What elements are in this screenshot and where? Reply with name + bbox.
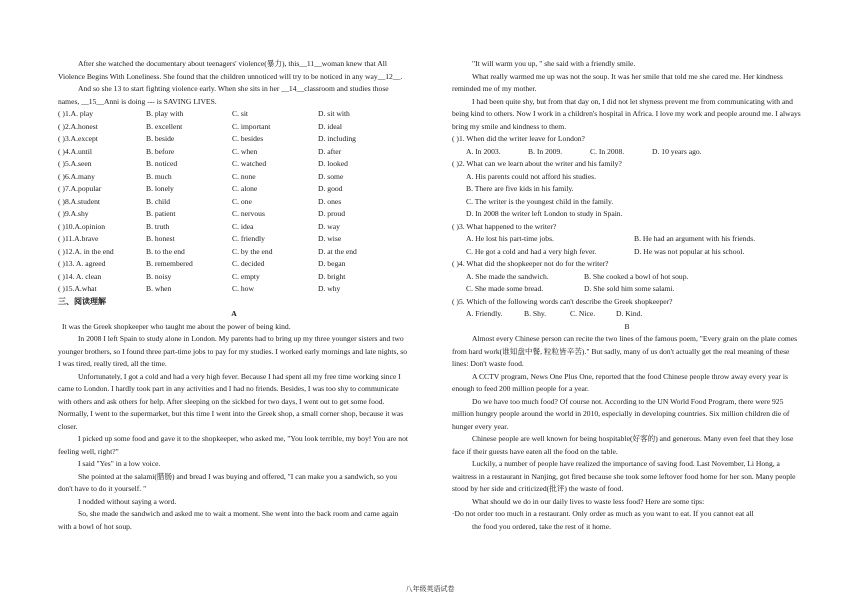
- option: C. Nice.: [570, 309, 596, 318]
- option-cell: C. decided: [232, 259, 265, 268]
- option-cell: ( )9.A.shy: [58, 209, 89, 218]
- section-title: 三、阅读理解: [58, 296, 106, 306]
- option-cell: D. ones: [318, 196, 342, 206]
- option-cell: D. wise: [318, 234, 342, 243]
- question-3-options: [452, 246, 802, 259]
- option-cell: D. looked: [318, 159, 348, 168]
- option-cell: ( )1.A. play: [58, 109, 94, 118]
- option-cell: ( )3.A.except: [58, 134, 98, 143]
- option-cell: B. noisy: [146, 271, 172, 281]
- option: D. She sold him some salami.: [584, 284, 675, 293]
- passage-paragraph: Chinese people are well known for being hospitable(好客的) and generous. Many even feel that they lose face if their guests have eaten all the food on the table.: [452, 434, 794, 456]
- passage-paragraph: I picked up some food and gave it to the shopkeeper, who asked me, "You look terrible, my boy! You are not feeling well, right?": [58, 434, 408, 456]
- option: B. In 2009.: [528, 146, 563, 156]
- cloze-paragraph: And so she 13 to start fighting violence early. When she sits in her __14__classroom and studies those names, __15__Anni is doing --- is SAVING LIVES.: [58, 84, 389, 106]
- option: B. He had an argument with his friends.: [634, 234, 756, 243]
- right-column: [452, 58, 802, 533]
- option: A. Friendly.: [466, 309, 503, 318]
- question-5-options: [452, 308, 802, 321]
- option-row: [58, 171, 410, 184]
- passage-label: B: [624, 321, 630, 331]
- option-cell: D. after: [318, 146, 342, 156]
- option-row: [58, 196, 410, 209]
- option-cell: D. including: [318, 134, 356, 143]
- option-cell: C. besides: [232, 134, 264, 143]
- option-cell: ( )15.A.what: [58, 284, 97, 293]
- question-5: ( )5. Which of the following words can't describe the Greek shopkeeper?: [452, 296, 673, 306]
- option: B. She cooked a bowl of hot soup.: [584, 271, 689, 281]
- passage-paragraph: So, she made the sandwich and asked me to wait a moment. She went into the back room and came again with a bowl of hot soup.: [58, 509, 399, 531]
- passage-paragraph: What really warmed me up was not the soup. It was her smile that told me she cared me. Her kindness reminded me of my mother.: [452, 71, 783, 93]
- option-cell: D. at the end: [318, 246, 357, 256]
- option-cell: C. one: [232, 196, 252, 206]
- option-row: [58, 133, 410, 146]
- passage-paragraph: A CCTV program, News One Plus One, reported that the food Chinese people throw away every year is enough to feed 200 million people for a year.: [452, 371, 788, 393]
- option-cell: ( )2.A.honest: [58, 121, 98, 131]
- option-row: [58, 246, 410, 259]
- question-3: ( )3. What happened to the writer?: [452, 221, 557, 231]
- option-cell: C. nervous: [232, 209, 265, 218]
- option-cell: ( )7.A.popular: [58, 184, 102, 193]
- option-cell: C. idea: [232, 221, 254, 231]
- option-cell: ( )4.A.until: [58, 146, 92, 156]
- question-4: ( )4. What did the shopkeeper not do for the writer?: [452, 259, 609, 268]
- option-cell: D. why: [318, 284, 341, 293]
- option-cell: C. by the end: [232, 246, 273, 256]
- option: D. He was not popular at his school.: [634, 246, 745, 256]
- option-row: [58, 258, 410, 271]
- cloze-options: [58, 108, 410, 296]
- option-cell: C. sit: [232, 109, 249, 118]
- passage-paragraph: Unfortunately, I got a cold and had a very high fever. Because I had spent all my free time working since I came to London. I hardly took part in any activities and I had no friends. Besides, I was too shy to communicate with others and ask others for help. After sleeping on the sickbed for two days, I went out to get some food. Normally, I went to the supermarket, but this time I went into the Greek shop, a small corner shop, because it was closer.: [58, 371, 404, 431]
- option-row: [58, 233, 410, 246]
- option-cell: ( )11.A.brave: [58, 234, 99, 243]
- option-cell: B. when: [146, 284, 172, 293]
- option-cell: C. watched: [232, 159, 267, 168]
- option-cell: B. excellent: [146, 121, 183, 131]
- option-cell: B. before: [146, 146, 175, 156]
- option: C. The writer is the youngest child in the family.: [466, 196, 614, 206]
- option-row: [58, 146, 410, 159]
- passage-paragraph: Luckily, a number of people have realized the importance of saving food. Last November, Li Hong, a waitress in a restaurant in Nanjing, got fired because she took some leftover food home for her son. Many people stood by her side and criticized(批评) the waste of food.: [452, 459, 796, 493]
- option-cell: C. none: [232, 171, 256, 181]
- passage-paragraph: It was the Greek shopkeeper who taught me about the power of being kind.: [62, 321, 291, 331]
- option-cell: D. proud: [318, 209, 345, 218]
- option-cell: D. good: [318, 184, 343, 193]
- option-cell: B. much: [146, 171, 172, 181]
- option-cell: D. bright: [318, 271, 346, 281]
- option: D. Kind.: [616, 309, 643, 318]
- question-4-options: [452, 283, 802, 296]
- passage-paragraph: She pointed at the salami(腊肠) and bread I was buying and offered, "I can make you a sandwich, so you don't have to do it yourself. ": [58, 471, 398, 493]
- passage-paragraph: I nodded without saying a word.: [78, 496, 177, 506]
- option-cell: D. some: [318, 171, 344, 181]
- option: A. In 2003.: [466, 146, 501, 156]
- question-4-options: [452, 271, 802, 284]
- option: D. 10 years ago.: [652, 146, 702, 156]
- option-cell: B. to the end: [146, 246, 185, 256]
- passage-paragraph: ·Do not order too much in a restaurant. Only order as much as you want to eat. If you cannot eat all: [452, 509, 754, 518]
- option-cell: ( )13. A. agreed: [58, 259, 106, 268]
- option: B. Shy.: [524, 309, 547, 318]
- option-cell: C. important: [232, 121, 271, 131]
- option-cell: B. patient: [146, 209, 176, 218]
- option-cell: C. alone: [232, 184, 258, 193]
- question-2: ( )2. What can we learn about the writer and his family?: [452, 159, 622, 168]
- option-row: [58, 283, 410, 296]
- option-cell: ( )6.A.many: [58, 171, 95, 181]
- left-column: [58, 58, 410, 533]
- question-1: ( )1. When did the writer leave for London?: [452, 134, 585, 143]
- option-cell: ( )14. A. clean: [58, 271, 102, 281]
- passage-label: A: [231, 309, 237, 318]
- option-cell: B. noticed: [146, 159, 178, 168]
- option-cell: D. began: [318, 259, 346, 268]
- option-cell: C. empty: [232, 271, 260, 281]
- passage-paragraph: I had been quite shy, but from that day on, I did not let shyness prevent me from communicating with and being kind to others. Now I work in a children's hospital in Africa. I love my work and people around me. I always bring my smile and kindness to them.: [452, 96, 801, 131]
- option-cell: B. child: [146, 196, 171, 206]
- question-3-options: [452, 233, 802, 246]
- option-cell: B. honest: [146, 234, 175, 243]
- option-cell: ( )5.A.seen: [58, 159, 92, 168]
- option-row: [58, 208, 410, 221]
- option: A. His parents could not afford his studies.: [466, 171, 596, 181]
- option: C. She made some bread.: [466, 284, 544, 293]
- option-cell: ( )12.A. in the end: [58, 246, 114, 256]
- page-footer: 八年级英语试卷: [405, 585, 455, 593]
- option-cell: B. truth: [146, 221, 170, 231]
- option: A. She made the sandwich.: [466, 271, 549, 281]
- option-row: [58, 108, 410, 121]
- option-cell: D. ideal: [318, 121, 343, 131]
- option: B. There are five kids in his family.: [466, 184, 574, 193]
- passage-paragraph: Almost every Chinese person can recite the two lines of the famous poem, "Every grain on the plate comes from hard work(谁知盘中餐, 粒粒皆辛苦)." But sadly, many of us don't actually get the real meaning of these lines: Don't waste food.: [452, 334, 798, 368]
- option-cell: C. friendly: [232, 234, 265, 243]
- passage-paragraph: the food you ordered, take the rest of it home.: [472, 521, 611, 531]
- passage-paragraph: "It will warm you up, " she said with a friendly smile.: [472, 59, 636, 68]
- option: C. In 2008.: [590, 146, 625, 156]
- option-cell: B. remembered: [146, 259, 193, 268]
- passage-paragraph: I said "Yes" in a low voice.: [78, 459, 161, 468]
- option-cell: C. when: [232, 146, 258, 156]
- option-cell: B. beside: [146, 134, 175, 143]
- option-cell: ( )8.A.student: [58, 196, 100, 206]
- option-cell: B. play with: [146, 109, 184, 118]
- option-cell: D. sit with: [318, 109, 350, 118]
- option-row: [58, 121, 410, 134]
- option-cell: C. how: [232, 284, 254, 293]
- cloze-paragraph: After she watched the documentary about teenagers' violence(暴力), this__11__woman knew that All Violence Begins With Loneliness. She found that the children unnoticed will try to be noticed in any way__12__.: [58, 59, 403, 81]
- option: C. He got a cold and had a very high fever.: [466, 246, 597, 256]
- option: D. In 2008 the writer left London to study in Spain.: [466, 209, 623, 218]
- option-row: [58, 158, 410, 171]
- passage-paragraph: Do we have too much food? Of course not. According to the UN World Food Program, there were 925 million hungry people around the world in 2010, especially in developing countries. Six million children die of hunger every year.: [452, 396, 790, 431]
- passage-paragraph: What should we do in our daily lives to waste less food? Here are some tips:: [472, 496, 705, 506]
- option-row: [58, 271, 410, 284]
- option-cell: ( )10.A.opinion: [58, 221, 106, 231]
- option-row: [58, 183, 410, 196]
- option-cell: B. lonely: [146, 184, 174, 193]
- option-cell: D. way: [318, 221, 340, 231]
- option-row: [58, 221, 410, 234]
- passage-paragraph: In 2008 I left Spain to study alone in London. My parents had to bring up my three younger sisters and two younger brothers, so I found three part-time jobs to pay for my studies. I worked early mornings and late nights, so I was tired, really tired, all the time.: [58, 334, 408, 368]
- option: A. He lost his part-time jobs.: [466, 234, 554, 243]
- question-1-options: [452, 146, 802, 159]
